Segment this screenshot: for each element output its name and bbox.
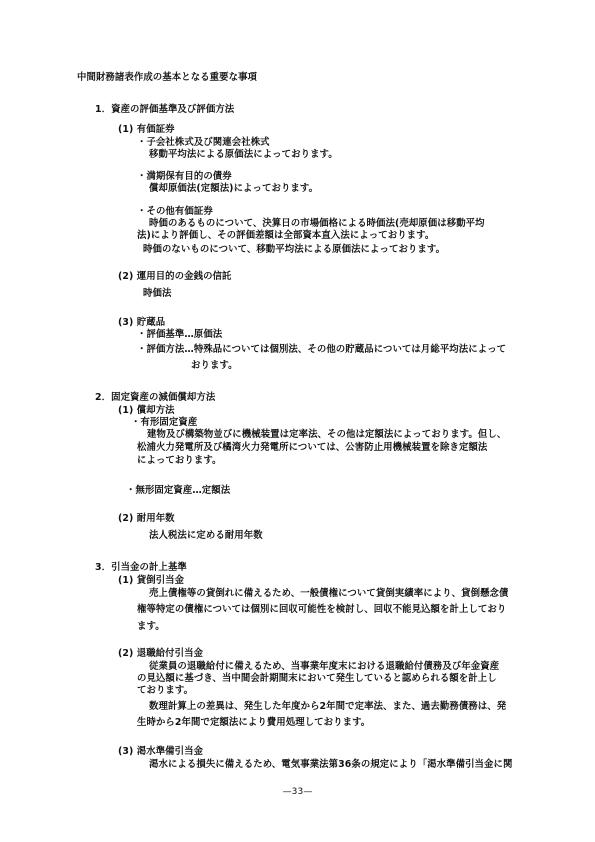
text-retirement-4: 数理計算上の差異は、発生した年度から2年間で定率法、また、過去勤務債務は、発 [149,701,507,712]
text-useful-life: 法人税法に定める耐用年数 [149,530,263,541]
section-2-title: 2．固定資産の減価償却方法 [95,392,216,403]
text-other-securities-3: 時価のないものについて、移動平均法による原価法によっております。 [143,244,446,255]
item-retirement-benefits: (2) 退職給付引当金 [118,648,204,659]
item-depreciation-method: (1) 償却方法 [118,405,175,416]
item-tangible-assets: ・有形固定資産 [131,417,198,428]
item-subsidiary-shares: ・子会社株式及び関連会社株式 [137,137,270,148]
item-other-securities: ・その他有価証券 [137,206,213,217]
text-tangible-assets-2: 松浦火力発電所及び橘湾火力発電所については、公害防止用機械装置を除き定額法 [137,442,488,453]
section-3-title: 3．引当金の計上基準 [95,562,187,573]
text-other-securities-2: 法)により評価し、その評価差額は全部資本直入法によっております。 [137,230,435,241]
text-bad-debt-1: 売上債権等の貸倒れに備えるため、一般債権について貸倒実績率により、貸倒懸念債 [149,588,509,599]
item-useful-life: (2) 耐用年数 [118,513,175,524]
text-supplies-method-1: ・評価方法…特殊品については個別法、その他の貯蔵品については月総平均法によって [137,344,507,355]
item-intangible-assets: ・無形固定資産…定額法 [126,485,231,496]
item-bad-debt: (1) 貸倒引当金 [118,575,185,586]
item-held-to-maturity: ・満期保有目的の債券 [137,171,232,182]
text-supplies-basis: ・評価基準…原価法 [137,329,223,340]
text-retirement-2: の見込額に基づき、当中間会計期間末において発生していると認められる額を計上し [137,673,497,684]
item-money-trust: (2) 運用目的の金銭の信託 [118,271,232,282]
item-securities: (1) 有価証券 [118,124,175,135]
text-supplies-method-2: おります。 [191,360,238,371]
page-number: —33— [282,787,313,797]
text-bad-debt-3: ます。 [137,621,165,632]
text-held-to-maturity: 償却原価法(定額法)によっております。 [149,183,319,194]
text-tangible-assets-1: 建物及び構築物並びに機械装置は定率法、その他は定額法によっております。但し、 [147,429,507,440]
text-money-trust: 時価法 [143,288,172,299]
text-bad-debt-2: 権等特定の債権については個別に回収可能性を検討し、回収不能見込額を計上しており [137,604,507,615]
document-heading: 中間財務諸表作成の基本となる重要な事項 [77,72,258,83]
text-subsidiary-shares: 移動平均法による原価法によっております。 [149,149,338,160]
text-retirement-3: ております。 [137,685,194,696]
item-drought-reserve: (3) 渇水準備引当金 [118,746,204,757]
text-drought-reserve-1: 渇水による損失に備えるため、電気事業法第36条の規定により「渇水準備引当金に関 [149,759,513,770]
text-other-securities-1: 時価のあるものについて、決算日の市場価格による時価法(売却原価は移動平均 [149,218,485,229]
text-retirement-1: 従業員の退職給付に備えるため、当事業年度末における退職給付債務及び年金資産 [149,661,500,672]
item-supplies: (3) 貯蔵品 [118,317,166,328]
text-retirement-5: 生時から2年間で定額法により費用処理しております。 [137,717,371,728]
text-tangible-assets-3: によっております。 [137,455,222,466]
section-1-title: 1．資産の評価基準及び評価方法 [95,104,235,115]
